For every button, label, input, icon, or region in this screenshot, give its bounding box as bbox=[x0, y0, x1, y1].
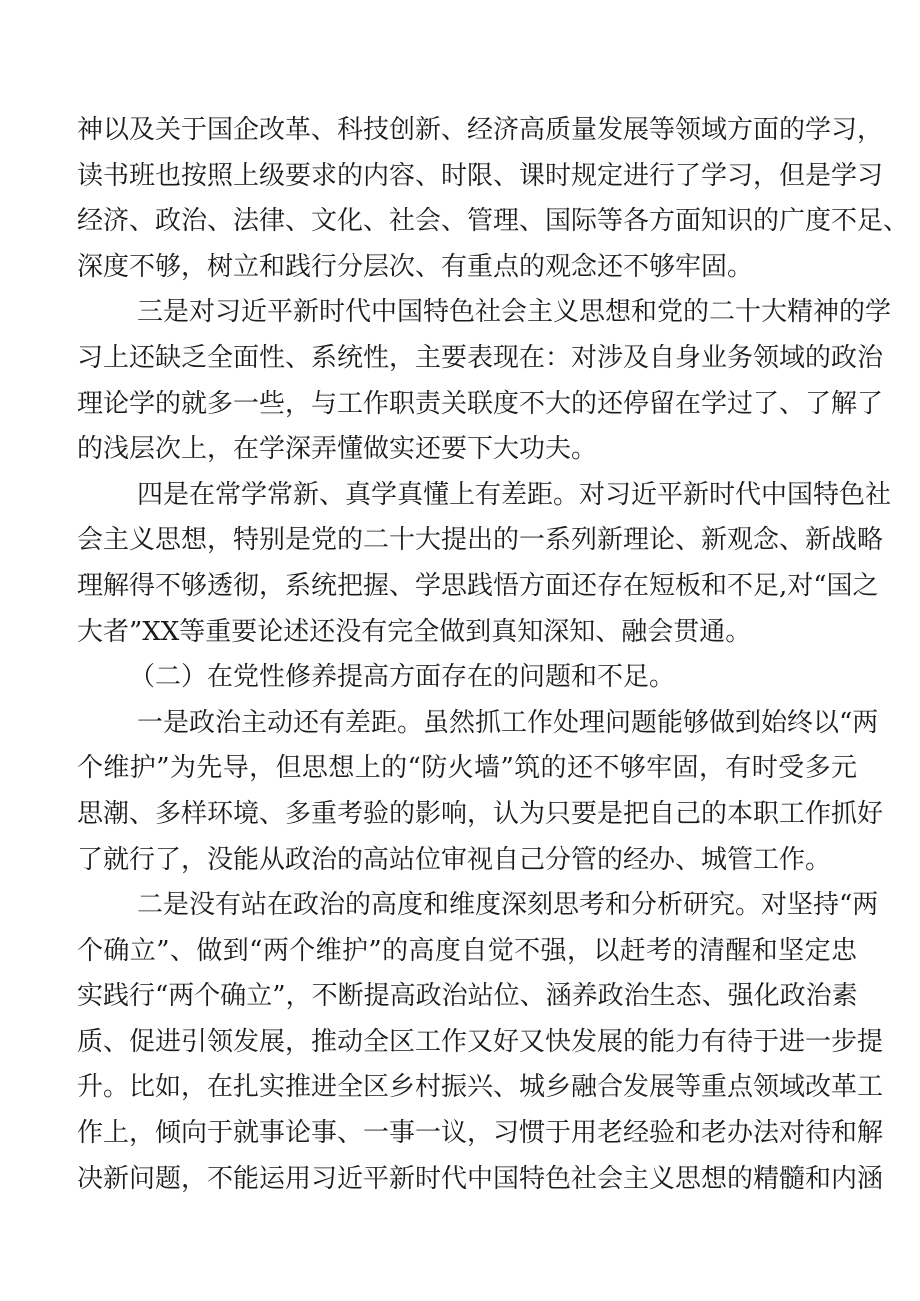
paragraph-line: 作上，倾向于就事论事、一事一议，习惯于用老经验和老办法对待和解 bbox=[77, 1118, 884, 1149]
paragraph-line: 一是政治主动还有差距。虽然抓工作处理问题能够做到始终以“两 bbox=[137, 707, 879, 738]
paragraph-line: 决新问题，不能运用习近平新时代中国特色社会主义思想的精髓和内涵 bbox=[77, 1163, 884, 1194]
paragraph-line: 神以及关于国企改革、科技创新、经济高质量发展等领域方面的学习， bbox=[77, 115, 884, 145]
paragraph-line: 会主义思想，特别是党的二十大提出的一系列新理论、新观念、新战略 bbox=[77, 525, 884, 556]
paragraph-line: 升。比如，在扎实推进全区乡村振兴、城乡融合发展等重点领域改革工 bbox=[77, 1072, 884, 1103]
paragraph-line: 深度不够，树立和践行分层次、有重点的观念还不够牢固。 bbox=[77, 251, 754, 282]
paragraph-line: 实践行“两个确立”，不断提高政治站位、涵养政治生态、强化政治素 bbox=[77, 981, 858, 1012]
paragraph-line: 思潮、多样环境、多重考验的影响，认为只要是把自己的本职工作抓好 bbox=[77, 798, 884, 829]
paragraph-line: 理论学的就多一些，与工作职责关联度不大的还停留在学过了、了解了 bbox=[77, 388, 884, 419]
paragraph-line: 二是没有站在政治的高度和维度深刻思考和分析研究。对坚持“两 bbox=[137, 890, 879, 921]
paragraph-line: 大者”XX等重要论述还没有完全做到真知深知、融会贯通。 bbox=[77, 616, 752, 647]
paragraph-line: 个确立”、做到“两个维护”的高度自觉不强，以赶考的清醒和坚定忠 bbox=[77, 935, 857, 966]
section-heading: （二）在党性修养提高方面存在的问题和不足。 bbox=[129, 662, 676, 693]
paragraph-line: 四是在常学常新、真学真懂上有差距。对习近平新时代中国特色社 bbox=[137, 479, 892, 510]
document-body bbox=[77, 108, 910, 1202]
paragraph-line: 读书班也按照上级要求的内容、时限、课时规定进行了学习，但是学习 bbox=[77, 160, 884, 191]
paragraph-line: 质、促进引领发展，推动全区工作又好又快发展的能力有待于进一步提 bbox=[77, 1026, 884, 1057]
paragraph-line: 了就行了，没能从政治的高站位审视自己分管的经办、城管工作。 bbox=[77, 844, 832, 875]
paragraph-line: 习上还缺乏全面性、系统性，主要表现在：对涉及自身业务领域的政治 bbox=[77, 342, 884, 373]
paragraph-line: 理解得不够透彻，系统把握、学思践悟方面还存在短板和不足,对“国之 bbox=[77, 570, 879, 601]
paragraph-line: 的浅层次上，在学深弄懂做实还要下大功夫。 bbox=[77, 434, 598, 465]
paragraph-line: 个维护”为先导，但思想上的“防火墙”筑的还不够牢固，有时受多元 bbox=[77, 753, 857, 784]
paragraph-line: 三是对习近平新时代中国特色社会主义思想和党的二十大精神的学 bbox=[137, 297, 892, 328]
paragraph-line: 经济、政治、法律、文化、社会、管理、国际等各方面知识的广度不足、 bbox=[77, 206, 910, 237]
